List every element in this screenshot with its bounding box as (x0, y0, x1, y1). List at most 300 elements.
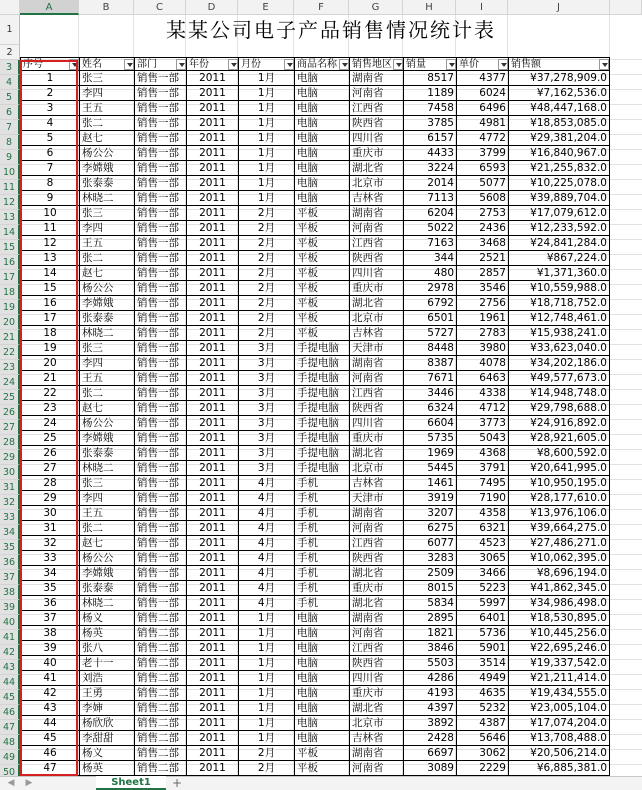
table-cell[interactable]: 2011 (186, 131, 238, 146)
table-cell[interactable]: ¥18,530,895.0 (508, 611, 610, 626)
table-cell[interactable]: 林晓二 (79, 596, 134, 611)
column-header[interactable]: D (186, 0, 238, 15)
table-cell[interactable]: 3980 (456, 341, 508, 356)
table-cell[interactable]: 销售一部 (134, 536, 186, 551)
table-cell[interactable]: 销售一部 (134, 251, 186, 266)
table-cell[interactable]: 2011 (186, 491, 238, 506)
table-cell[interactable]: 3773 (456, 416, 508, 431)
table-cell[interactable]: 7163 (403, 236, 456, 251)
table-cell[interactable]: ¥10,225,078.0 (508, 176, 610, 191)
table-cell[interactable]: 销售一部 (134, 401, 186, 416)
row-header[interactable]: 9 (0, 150, 20, 165)
table-cell[interactable]: 480 (403, 266, 456, 281)
table-cell[interactable]: 手提电脑 (294, 401, 349, 416)
table-cell[interactable]: 重庆市 (349, 146, 403, 161)
table-cell[interactable]: 47 (20, 761, 79, 776)
table-cell[interactable]: 3065 (456, 551, 508, 566)
table-cell[interactable]: ¥10,559,988.0 (508, 281, 610, 296)
table-cell[interactable]: 6024 (456, 86, 508, 101)
table-cell[interactable]: 2011 (186, 731, 238, 746)
table-cell[interactable]: 19 (20, 341, 79, 356)
table-cell[interactable]: ¥18,853,085.0 (508, 116, 610, 131)
table-cell[interactable]: 湖南省 (349, 206, 403, 221)
filter-dropdown-icon[interactable] (69, 59, 79, 70)
table-cell[interactable]: ¥29,381,204.0 (508, 131, 610, 146)
table-cell[interactable]: 李四 (79, 356, 134, 371)
table-cell[interactable]: 2011 (186, 701, 238, 716)
table-cell[interactable]: 4月 (238, 476, 294, 491)
table-cell[interactable]: 赵七 (79, 131, 134, 146)
table-cell[interactable]: 2011 (186, 656, 238, 671)
table-cell[interactable]: 7190 (456, 491, 508, 506)
table-cell[interactable]: 销售一部 (134, 266, 186, 281)
table-cell[interactable]: 张二 (79, 251, 134, 266)
row-header[interactable]: 24 (0, 375, 20, 390)
table-cell[interactable]: 湖北省 (349, 446, 403, 461)
table-header-cell[interactable] (79, 57, 134, 71)
table-cell[interactable]: 6697 (403, 746, 456, 761)
filter-dropdown-icon[interactable] (393, 59, 403, 70)
table-cell[interactable]: ¥17,074,204.0 (508, 716, 610, 731)
row-header[interactable]: 3 (0, 60, 20, 75)
table-cell[interactable]: 2895 (403, 611, 456, 626)
table-cell[interactable]: 2011 (186, 416, 238, 431)
table-cell[interactable]: ¥21,211,414.0 (508, 671, 610, 686)
table-cell[interactable]: 四川省 (349, 416, 403, 431)
table-cell[interactable]: 4635 (456, 686, 508, 701)
table-cell[interactable]: 2756 (456, 296, 508, 311)
table-cell[interactable]: 3791 (456, 461, 508, 476)
table-cell[interactable]: 手提电脑 (294, 431, 349, 446)
table-cell[interactable]: 5901 (456, 641, 508, 656)
table-cell[interactable]: 重庆市 (349, 281, 403, 296)
table-cell[interactable]: ¥12,748,461.0 (508, 311, 610, 326)
table-cell[interactable]: 林晓二 (79, 461, 134, 476)
table-cell[interactable]: 7671 (403, 371, 456, 386)
table-cell[interactable]: 王五 (79, 101, 134, 116)
table-cell[interactable]: 重庆市 (349, 431, 403, 446)
table-cell[interactable]: 张二 (79, 521, 134, 536)
table-cell[interactable]: 3892 (403, 716, 456, 731)
table-cell[interactable]: 46 (20, 746, 79, 761)
table-cell[interactable]: 2月 (238, 311, 294, 326)
table-header-cell[interactable] (294, 57, 349, 71)
table-cell[interactable]: 赵七 (79, 401, 134, 416)
table-cell[interactable]: 张二 (79, 386, 134, 401)
table-cell[interactable]: 销售一部 (134, 236, 186, 251)
table-cell[interactable]: 1月 (238, 716, 294, 731)
table-cell[interactable]: 销售一部 (134, 131, 186, 146)
table-cell[interactable]: 2011 (186, 551, 238, 566)
table-cell[interactable]: 手提电脑 (294, 341, 349, 356)
row-header[interactable]: 21 (0, 330, 20, 345)
table-cell[interactable]: 2011 (186, 686, 238, 701)
table-cell[interactable]: 3月 (238, 416, 294, 431)
table-cell[interactable]: 2011 (186, 566, 238, 581)
table-cell[interactable]: ¥14,948,748.0 (508, 386, 610, 401)
table-cell[interactable]: 4月 (238, 491, 294, 506)
table-cell[interactable]: 江西省 (349, 536, 403, 551)
table-cell[interactable]: 3785 (403, 116, 456, 131)
table-cell[interactable]: 陕西省 (349, 401, 403, 416)
row-header[interactable]: 37 (0, 570, 20, 585)
table-cell[interactable]: 6604 (403, 416, 456, 431)
table-cell[interactable]: 2011 (186, 86, 238, 101)
table-cell[interactable]: 2011 (186, 641, 238, 656)
table-cell[interactable]: 4月 (238, 521, 294, 536)
next-sheet-icon[interactable]: ▶ (25, 778, 33, 788)
table-cell[interactable]: 销售一部 (134, 341, 186, 356)
table-cell[interactable]: 重庆市 (349, 686, 403, 701)
table-cell[interactable]: 2011 (186, 266, 238, 281)
table-cell[interactable]: 29 (20, 491, 79, 506)
table-cell[interactable]: 14 (20, 266, 79, 281)
table-header-cell[interactable] (403, 57, 456, 71)
table-cell[interactable]: 2011 (186, 281, 238, 296)
table-cell[interactable]: 销售一部 (134, 221, 186, 236)
table-cell[interactable]: 6204 (403, 206, 456, 221)
table-cell[interactable]: ¥13,976,106.0 (508, 506, 610, 521)
row-header[interactable]: 14 (0, 225, 20, 240)
table-cell[interactable]: 林晓二 (79, 326, 134, 341)
table-cell[interactable]: 2月 (238, 236, 294, 251)
table-cell[interactable]: 6077 (403, 536, 456, 551)
table-cell[interactable]: 王五 (79, 371, 134, 386)
table-cell[interactable]: ¥29,798,688.0 (508, 401, 610, 416)
table-cell[interactable]: 36 (20, 596, 79, 611)
table-cell[interactable]: 3846 (403, 641, 456, 656)
table-cell[interactable]: 2月 (238, 251, 294, 266)
table-cell[interactable]: 2436 (456, 221, 508, 236)
table-cell[interactable]: 手机 (294, 506, 349, 521)
table-cell[interactable]: 5503 (403, 656, 456, 671)
table-cell[interactable]: 2753 (456, 206, 508, 221)
filter-dropdown-icon[interactable] (599, 59, 609, 70)
table-cell[interactable]: 1月 (238, 176, 294, 191)
table-cell[interactable]: ¥22,695,246.0 (508, 641, 610, 656)
table-cell[interactable]: 李四 (79, 221, 134, 236)
row-header[interactable]: 43 (0, 660, 20, 675)
table-cell[interactable]: 3月 (238, 431, 294, 446)
table-cell[interactable]: 2月 (238, 746, 294, 761)
select-all-corner[interactable] (0, 0, 20, 15)
table-cell[interactable]: 吉林省 (349, 191, 403, 206)
row-header[interactable]: 10 (0, 165, 20, 180)
table-cell[interactable]: 销售一部 (134, 551, 186, 566)
table-cell[interactable]: 3468 (456, 236, 508, 251)
table-cell[interactable]: 26 (20, 446, 79, 461)
table-cell[interactable]: 2011 (186, 626, 238, 641)
table-cell[interactable]: 手机 (294, 476, 349, 491)
table-cell[interactable]: 张泰泰 (79, 581, 134, 596)
table-cell[interactable]: 四川省 (349, 671, 403, 686)
table-cell[interactable]: 张三 (79, 71, 134, 86)
sheet-tab[interactable]: Sheet1 (96, 776, 166, 790)
table-cell[interactable]: 1月 (238, 731, 294, 746)
table-cell[interactable]: 17 (20, 311, 79, 326)
table-cell[interactable]: ¥19,337,542.0 (508, 656, 610, 671)
table-cell[interactable]: 4377 (456, 71, 508, 86)
column-header[interactable]: H (403, 0, 456, 15)
row-header[interactable]: 48 (0, 735, 20, 750)
table-cell[interactable]: 4月 (238, 551, 294, 566)
table-cell[interactable]: 李四 (79, 491, 134, 506)
table-header-cell[interactable] (456, 57, 508, 71)
table-cell[interactable]: 4月 (238, 596, 294, 611)
table-cell[interactable]: ¥39,889,704.0 (508, 191, 610, 206)
table-cell[interactable]: 湖南省 (349, 746, 403, 761)
table-cell[interactable]: 4368 (456, 446, 508, 461)
table-cell[interactable]: 1189 (403, 86, 456, 101)
table-cell[interactable]: 2857 (456, 266, 508, 281)
table-cell[interactable]: 江西省 (349, 641, 403, 656)
prev-sheet-icon[interactable]: ◀ (7, 778, 15, 788)
table-header-cell[interactable] (186, 57, 238, 71)
row-header[interactable]: 5 (0, 90, 20, 105)
table-cell[interactable]: 6324 (403, 401, 456, 416)
table-cell[interactable]: ¥23,005,104.0 (508, 701, 610, 716)
table-cell[interactable]: 河南省 (349, 86, 403, 101)
table-cell[interactable]: 4338 (456, 386, 508, 401)
table-cell[interactable]: 销售一部 (134, 71, 186, 86)
table-cell[interactable]: 43 (20, 701, 79, 716)
table-cell[interactable]: 吉林省 (349, 476, 403, 491)
table-cell[interactable]: 3月 (238, 386, 294, 401)
table-cell[interactable]: 手机 (294, 491, 349, 506)
table-cell[interactable]: 4月 (238, 581, 294, 596)
table-cell[interactable]: 2428 (403, 731, 456, 746)
table-cell[interactable]: 1月 (238, 146, 294, 161)
table-cell[interactable]: 电脑 (294, 146, 349, 161)
table-cell[interactable]: 5223 (456, 581, 508, 596)
table-cell[interactable]: 张三 (79, 476, 134, 491)
table-cell[interactable]: 江西省 (349, 236, 403, 251)
table-cell[interactable]: 28 (20, 476, 79, 491)
table-cell[interactable]: 7 (20, 161, 79, 176)
table-cell[interactable]: 河南省 (349, 221, 403, 236)
table-cell[interactable]: 杨英 (79, 626, 134, 641)
filter-dropdown-icon[interactable] (498, 59, 508, 70)
column-header[interactable]: J (508, 0, 610, 15)
table-cell[interactable]: 手提电脑 (294, 386, 349, 401)
row-header[interactable]: 33 (0, 510, 20, 525)
row-header[interactable]: 35 (0, 540, 20, 555)
table-cell[interactable]: 32 (20, 536, 79, 551)
table-cell[interactable]: 王五 (79, 236, 134, 251)
table-cell[interactable]: 1969 (403, 446, 456, 461)
table-cell[interactable]: 销售二部 (134, 731, 186, 746)
table-cell[interactable]: ¥28,177,610.0 (508, 491, 610, 506)
table-cell[interactable]: 吉林省 (349, 731, 403, 746)
table-cell[interactable]: 河南省 (349, 626, 403, 641)
table-cell[interactable]: 2月 (238, 221, 294, 236)
table-cell[interactable]: 2月 (238, 761, 294, 776)
table-cell[interactable]: 平板 (294, 746, 349, 761)
table-cell[interactable]: 2011 (186, 161, 238, 176)
table-cell[interactable]: 江西省 (349, 101, 403, 116)
table-cell[interactable]: 3207 (403, 506, 456, 521)
table-cell[interactable]: 5727 (403, 326, 456, 341)
table-cell[interactable]: 1月 (238, 86, 294, 101)
table-cell[interactable]: 李四 (79, 86, 134, 101)
column-header[interactable]: C (134, 0, 186, 15)
table-cell[interactable]: 平板 (294, 266, 349, 281)
table-cell[interactable]: 2011 (186, 221, 238, 236)
table-cell[interactable]: 5445 (403, 461, 456, 476)
table-cell[interactable]: 江西省 (349, 386, 403, 401)
table-cell[interactable]: 2011 (186, 236, 238, 251)
row-header[interactable]: 50 (0, 765, 20, 776)
table-cell[interactable]: 销售一部 (134, 521, 186, 536)
table-cell[interactable]: 李婶 (79, 701, 134, 716)
row-header[interactable]: 4 (0, 75, 20, 90)
table-cell[interactable]: 销售二部 (134, 671, 186, 686)
table-cell[interactable]: 1月 (238, 161, 294, 176)
table-cell[interactable]: 41 (20, 671, 79, 686)
table-cell[interactable]: 37 (20, 611, 79, 626)
table-cell[interactable]: 1月 (238, 686, 294, 701)
table-cell[interactable]: 销售一部 (134, 581, 186, 596)
table-cell[interactable]: 8448 (403, 341, 456, 356)
table-cell[interactable]: ¥10,445,256.0 (508, 626, 610, 641)
table-cell[interactable]: 5 (20, 131, 79, 146)
table-cell[interactable]: 15 (20, 281, 79, 296)
table-cell[interactable]: 电脑 (294, 671, 349, 686)
table-cell[interactable]: 3月 (238, 371, 294, 386)
table-cell[interactable]: ¥39,664,275.0 (508, 521, 610, 536)
table-header-cell[interactable] (349, 57, 403, 71)
table-cell[interactable]: 1821 (403, 626, 456, 641)
table-cell[interactable]: 11 (20, 221, 79, 236)
filter-dropdown-icon[interactable] (339, 59, 349, 70)
table-cell[interactable]: 24 (20, 416, 79, 431)
table-cell[interactable]: ¥48,447,168.0 (508, 101, 610, 116)
table-cell[interactable]: ¥1,371,360.0 (508, 266, 610, 281)
table-cell[interactable]: 手提电脑 (294, 356, 349, 371)
column-header[interactable]: A (20, 0, 79, 15)
table-cell[interactable]: 6 (20, 146, 79, 161)
table-cell[interactable]: 2011 (186, 311, 238, 326)
table-cell[interactable]: 湖北省 (349, 701, 403, 716)
table-cell[interactable]: 杨公公 (79, 146, 134, 161)
table-cell[interactable]: ¥28,921,605.0 (508, 431, 610, 446)
table-cell[interactable]: ¥10,950,195.0 (508, 476, 610, 491)
table-cell[interactable]: 北京市 (349, 311, 403, 326)
row-header[interactable]: 7 (0, 120, 20, 135)
table-cell[interactable]: 3446 (403, 386, 456, 401)
table-cell[interactable]: 销售一部 (134, 281, 186, 296)
table-cell[interactable]: 销售一部 (134, 461, 186, 476)
table-cell[interactable]: 9 (20, 191, 79, 206)
table-cell[interactable]: 李甜甜 (79, 731, 134, 746)
table-cell[interactable]: 电脑 (294, 191, 349, 206)
table-cell[interactable]: 2011 (186, 596, 238, 611)
table-cell[interactable]: 2014 (403, 176, 456, 191)
table-cell[interactable]: 陕西省 (349, 116, 403, 131)
table-cell[interactable]: 手提电脑 (294, 461, 349, 476)
table-cell[interactable]: 2521 (456, 251, 508, 266)
table-cell[interactable]: 8015 (403, 581, 456, 596)
table-cell[interactable]: 电脑 (294, 716, 349, 731)
table-header-cell[interactable] (238, 57, 294, 71)
table-cell[interactable]: 李嫦娥 (79, 431, 134, 446)
row-header[interactable]: 42 (0, 645, 20, 660)
table-cell[interactable]: 林晓二 (79, 191, 134, 206)
table-cell[interactable]: 45 (20, 731, 79, 746)
table-cell[interactable]: 北京市 (349, 176, 403, 191)
table-cell[interactable]: 张三 (79, 341, 134, 356)
table-header-cell[interactable] (20, 57, 79, 71)
table-cell[interactable]: 1461 (403, 476, 456, 491)
table-cell[interactable]: 销售二部 (134, 611, 186, 626)
table-cell[interactable]: 5232 (456, 701, 508, 716)
table-cell[interactable]: 2月 (238, 206, 294, 221)
table-cell[interactable]: ¥867,224.0 (508, 251, 610, 266)
table-cell[interactable]: 2011 (186, 761, 238, 776)
table-cell[interactable]: 1月 (238, 626, 294, 641)
row-header[interactable]: 40 (0, 615, 20, 630)
table-cell[interactable]: 8517 (403, 71, 456, 86)
table-cell[interactable]: 销售一部 (134, 146, 186, 161)
table-cell[interactable]: 平板 (294, 206, 349, 221)
table-cell[interactable]: ¥6,885,381.0 (508, 761, 610, 776)
table-cell[interactable]: 重庆市 (349, 581, 403, 596)
table-cell[interactable]: 电脑 (294, 701, 349, 716)
table-cell[interactable]: 33 (20, 551, 79, 566)
table-cell[interactable]: 2011 (186, 611, 238, 626)
row-header[interactable]: 36 (0, 555, 20, 570)
table-cell[interactable]: 平板 (294, 326, 349, 341)
table-cell[interactable]: ¥37,278,909.0 (508, 71, 610, 86)
table-cell[interactable]: 22 (20, 386, 79, 401)
table-cell[interactable]: 销售一部 (134, 446, 186, 461)
table-cell[interactable]: ¥33,623,040.0 (508, 341, 610, 356)
table-cell[interactable]: 2011 (186, 476, 238, 491)
table-cell[interactable]: 2011 (186, 671, 238, 686)
table-cell[interactable]: 4286 (403, 671, 456, 686)
table-cell[interactable]: 6593 (456, 161, 508, 176)
table-cell[interactable]: 35 (20, 581, 79, 596)
table-cell[interactable]: 2783 (456, 326, 508, 341)
table-cell[interactable]: 电脑 (294, 131, 349, 146)
table-cell[interactable]: 湖北省 (349, 566, 403, 581)
row-header[interactable]: 47 (0, 720, 20, 735)
table-cell[interactable]: 1 (20, 71, 79, 86)
row-header[interactable]: 23 (0, 360, 20, 375)
table-cell[interactable]: 1月 (238, 116, 294, 131)
table-cell[interactable]: ¥8,696,194.0 (508, 566, 610, 581)
table-cell[interactable]: 4193 (403, 686, 456, 701)
table-cell[interactable]: 1月 (238, 701, 294, 716)
table-cell[interactable]: 王勇 (79, 686, 134, 701)
table-cell[interactable]: 张三 (79, 206, 134, 221)
table-cell[interactable]: 34 (20, 566, 79, 581)
table-cell[interactable]: ¥21,255,832.0 (508, 161, 610, 176)
table-cell[interactable]: 1月 (238, 611, 294, 626)
table-cell[interactable]: 7458 (403, 101, 456, 116)
table-cell[interactable]: 3799 (456, 146, 508, 161)
table-cell[interactable]: 电脑 (294, 656, 349, 671)
table-cell[interactable]: 2011 (186, 176, 238, 191)
table-cell[interactable]: 38 (20, 626, 79, 641)
filter-dropdown-icon[interactable] (284, 59, 294, 70)
table-cell[interactable]: ¥12,233,592.0 (508, 221, 610, 236)
table-cell[interactable]: 3466 (456, 566, 508, 581)
table-cell[interactable]: 电脑 (294, 176, 349, 191)
row-header[interactable]: 30 (0, 465, 20, 480)
table-cell[interactable]: 20 (20, 356, 79, 371)
table-cell[interactable]: 销售一部 (134, 356, 186, 371)
